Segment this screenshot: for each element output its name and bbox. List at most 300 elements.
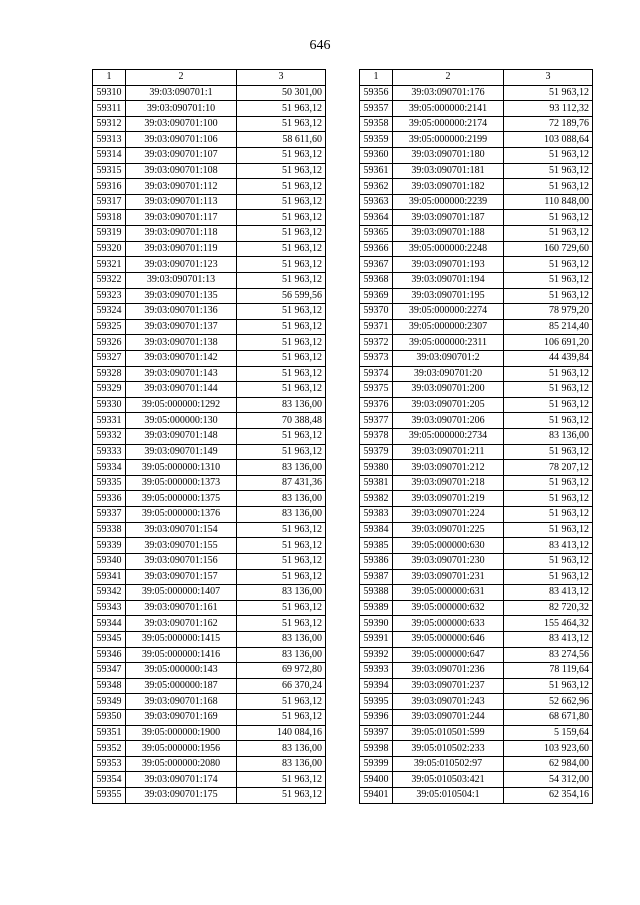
row-number-cell: 59362 xyxy=(360,179,393,195)
table-row xyxy=(360,772,593,788)
value-cell: 51 963,12 xyxy=(237,600,326,616)
value-cell: 51 963,12 xyxy=(237,444,326,460)
table-row xyxy=(360,101,593,117)
row-number-cell: 59310 xyxy=(93,85,126,101)
cadastral-number-cell: 39:05:010504:1 xyxy=(393,788,504,804)
row-number-cell: 59343 xyxy=(93,600,126,616)
cadastral-number-cell: 39:03:090701:218 xyxy=(393,475,504,491)
cadastral-number-cell: 39:05:000000:632 xyxy=(393,600,504,616)
cadastral-number-cell: 39:05:010503:421 xyxy=(393,772,504,788)
row-number-cell: 59394 xyxy=(360,678,393,694)
row-number-cell: 59336 xyxy=(93,491,126,507)
value-cell: 51 963,12 xyxy=(237,709,326,725)
cadastral-number-cell: 39:05:010501:599 xyxy=(393,725,504,741)
cadastral-number-cell: 39:03:090701:205 xyxy=(393,397,504,413)
row-number-cell: 59380 xyxy=(360,460,393,476)
row-number-cell: 59373 xyxy=(360,350,393,366)
table-row xyxy=(360,350,593,366)
value-cell: 51 963,12 xyxy=(504,491,593,507)
row-number-cell: 59315 xyxy=(93,163,126,179)
row-number-cell: 59346 xyxy=(93,647,126,663)
page-number: 646 xyxy=(309,38,331,53)
value-cell: 51 963,12 xyxy=(237,226,326,242)
column-header-2: 2 xyxy=(393,70,504,86)
cadastral-number-cell: 39:05:000000:1375 xyxy=(126,491,237,507)
cadastral-number-cell: 39:05:000000:2141 xyxy=(393,101,504,117)
value-cell: 69 972,80 xyxy=(237,663,326,679)
cadastral-number-cell: 39:03:090701:168 xyxy=(126,694,237,710)
value-cell: 110 848,00 xyxy=(504,194,593,210)
value-cell: 51 963,12 xyxy=(504,678,593,694)
cadastral-number-cell: 39:03:090701:108 xyxy=(126,163,237,179)
table-row xyxy=(93,132,326,148)
column-header-2: 2 xyxy=(126,70,237,86)
row-number-cell: 59368 xyxy=(360,272,393,288)
table-row xyxy=(93,366,326,382)
value-cell: 103 088,64 xyxy=(504,132,593,148)
row-number-cell: 59350 xyxy=(93,709,126,725)
cadastral-number-cell: 39:03:090701:174 xyxy=(126,772,237,788)
table-row xyxy=(360,522,593,538)
table-row xyxy=(360,507,593,523)
cadastral-number-cell: 39:03:090701:155 xyxy=(126,538,237,554)
value-cell: 83 136,00 xyxy=(237,507,326,523)
table-row xyxy=(93,101,326,117)
table-row xyxy=(360,725,593,741)
value-cell: 51 963,12 xyxy=(237,772,326,788)
table-header-row xyxy=(93,70,326,86)
value-cell: 83 413,12 xyxy=(504,631,593,647)
row-number-cell: 59325 xyxy=(93,319,126,335)
row-number-cell: 59375 xyxy=(360,382,393,398)
value-cell: 93 112,32 xyxy=(504,101,593,117)
table-row xyxy=(360,304,593,320)
row-number-cell: 59381 xyxy=(360,475,393,491)
row-number-cell: 59337 xyxy=(93,507,126,523)
table-row xyxy=(360,631,593,647)
value-cell: 51 963,12 xyxy=(504,85,593,101)
value-cell: 83 136,00 xyxy=(237,741,326,757)
row-number-cell: 59392 xyxy=(360,647,393,663)
cadastral-number-cell: 39:05:000000:1956 xyxy=(126,741,237,757)
cadastral-number-cell: 39:03:090701:113 xyxy=(126,194,237,210)
table-row xyxy=(93,585,326,601)
cadastral-number-cell: 39:03:090701:137 xyxy=(126,319,237,335)
table-row xyxy=(93,272,326,288)
row-number-cell: 59401 xyxy=(360,788,393,804)
table-row xyxy=(360,444,593,460)
row-number-cell: 59329 xyxy=(93,382,126,398)
cadastral-number-cell: 39:03:090701:157 xyxy=(126,569,237,585)
cadastral-number-cell: 39:05:000000:646 xyxy=(393,631,504,647)
table-row xyxy=(360,694,593,710)
cadastral-number-cell: 39:05:000000:2274 xyxy=(393,304,504,320)
value-cell: 51 963,12 xyxy=(504,288,593,304)
table-row xyxy=(360,553,593,569)
cadastral-number-cell: 39:03:090701:193 xyxy=(393,257,504,273)
table-row xyxy=(93,241,326,257)
row-number-cell: 59322 xyxy=(93,272,126,288)
cadastral-number-cell: 39:03:090701:243 xyxy=(393,694,504,710)
value-cell: 51 963,12 xyxy=(237,101,326,117)
value-cell: 51 963,12 xyxy=(237,163,326,179)
table-row xyxy=(93,319,326,335)
table-row xyxy=(360,163,593,179)
row-number-cell: 59378 xyxy=(360,429,393,445)
row-number-cell: 59377 xyxy=(360,413,393,429)
cadastral-number-cell: 39:03:090701:154 xyxy=(126,522,237,538)
value-cell: 51 963,12 xyxy=(504,569,593,585)
row-number-cell: 59396 xyxy=(360,709,393,725)
value-cell: 51 963,12 xyxy=(237,335,326,351)
cadastral-number-cell: 39:05:000000:187 xyxy=(126,678,237,694)
row-number-cell: 59376 xyxy=(360,397,393,413)
value-cell: 51 963,12 xyxy=(504,366,593,382)
value-cell: 51 963,12 xyxy=(504,475,593,491)
value-cell: 51 963,12 xyxy=(237,553,326,569)
cadastral-number-cell: 39:03:090701:100 xyxy=(126,116,237,132)
table-row xyxy=(93,616,326,632)
value-cell: 51 963,12 xyxy=(504,522,593,538)
cadastral-number-cell: 39:05:010502:97 xyxy=(393,756,504,772)
row-number-cell: 59320 xyxy=(93,241,126,257)
value-cell: 83 136,00 xyxy=(504,429,593,445)
table-row xyxy=(93,444,326,460)
table-row xyxy=(360,663,593,679)
table-row xyxy=(93,257,326,273)
row-number-cell: 59342 xyxy=(93,585,126,601)
value-cell: 51 963,12 xyxy=(237,257,326,273)
cadastral-number-cell: 39:05:000000:2080 xyxy=(126,756,237,772)
cadastral-number-cell: 39:03:090701:181 xyxy=(393,163,504,179)
value-cell: 83 413,12 xyxy=(504,538,593,554)
row-number-cell: 59334 xyxy=(93,460,126,476)
value-cell: 51 963,12 xyxy=(237,350,326,366)
value-cell: 54 312,00 xyxy=(504,772,593,788)
value-cell: 66 370,24 xyxy=(237,678,326,694)
table-row xyxy=(93,741,326,757)
value-cell: 82 720,32 xyxy=(504,600,593,616)
cadastral-number-cell: 39:05:000000:2174 xyxy=(393,116,504,132)
table-row xyxy=(93,460,326,476)
cadastral-number-cell: 39:05:000000:1376 xyxy=(126,507,237,523)
cadastral-number-cell: 39:05:000000:1416 xyxy=(126,647,237,663)
table-row xyxy=(360,585,593,601)
row-number-cell: 59369 xyxy=(360,288,393,304)
row-number-cell: 59354 xyxy=(93,772,126,788)
cadastral-number-cell: 39:03:090701:236 xyxy=(393,663,504,679)
row-number-cell: 59361 xyxy=(360,163,393,179)
cadastral-number-cell: 39:05:000000:2199 xyxy=(393,132,504,148)
value-cell: 68 671,80 xyxy=(504,709,593,725)
table-row xyxy=(360,382,593,398)
cadastral-number-cell: 39:03:090701:142 xyxy=(126,350,237,366)
value-cell: 52 662,96 xyxy=(504,694,593,710)
value-cell: 103 923,60 xyxy=(504,741,593,757)
cadastral-number-cell: 39:03:090701:13 xyxy=(126,272,237,288)
value-cell: 51 963,12 xyxy=(237,616,326,632)
value-cell: 51 963,12 xyxy=(504,163,593,179)
table-row xyxy=(93,226,326,242)
cadastral-number-cell: 39:03:090701:144 xyxy=(126,382,237,398)
row-number-cell: 59398 xyxy=(360,741,393,757)
cadastral-number-cell: 39:05:000000:1900 xyxy=(126,725,237,741)
right-table-body xyxy=(360,85,593,803)
cadastral-number-cell: 39:03:090701:2 xyxy=(393,350,504,366)
table-row xyxy=(93,507,326,523)
table-row xyxy=(360,741,593,757)
table-row xyxy=(360,460,593,476)
cadastral-number-cell: 39:03:090701:237 xyxy=(393,678,504,694)
cadastral-number-cell: 39:05:000000:1407 xyxy=(126,585,237,601)
value-cell: 106 691,20 xyxy=(504,335,593,351)
value-cell: 62 984,00 xyxy=(504,756,593,772)
value-cell: 140 084,16 xyxy=(237,725,326,741)
value-cell: 51 963,12 xyxy=(504,210,593,226)
row-number-cell: 59371 xyxy=(360,319,393,335)
value-cell: 51 963,12 xyxy=(237,538,326,554)
row-number-cell: 59391 xyxy=(360,631,393,647)
table-row xyxy=(93,538,326,554)
value-cell: 51 963,12 xyxy=(237,694,326,710)
table-row xyxy=(360,616,593,632)
row-number-cell: 59390 xyxy=(360,616,393,632)
row-number-cell: 59364 xyxy=(360,210,393,226)
cadastral-number-cell: 39:03:090701:123 xyxy=(126,257,237,273)
value-cell: 51 963,12 xyxy=(504,148,593,164)
row-number-cell: 59352 xyxy=(93,741,126,757)
table-row xyxy=(93,475,326,491)
table-row xyxy=(360,569,593,585)
cadastral-number-cell: 39:03:090701:225 xyxy=(393,522,504,538)
value-cell: 51 963,12 xyxy=(237,319,326,335)
row-number-cell: 59399 xyxy=(360,756,393,772)
cadastral-number-cell: 39:05:010502:233 xyxy=(393,741,504,757)
row-number-cell: 59395 xyxy=(360,694,393,710)
table-row xyxy=(93,709,326,725)
table-row xyxy=(360,241,593,257)
cadastral-number-cell: 39:03:090701:180 xyxy=(393,148,504,164)
value-cell: 51 963,12 xyxy=(237,194,326,210)
table-row xyxy=(93,148,326,164)
value-cell: 78 207,12 xyxy=(504,460,593,476)
cadastral-number-cell: 39:05:000000:1292 xyxy=(126,397,237,413)
table-row xyxy=(360,226,593,242)
row-number-cell: 59317 xyxy=(93,194,126,210)
table-row xyxy=(93,116,326,132)
cadastral-number-cell: 39:05:000000:1373 xyxy=(126,475,237,491)
cadastral-number-cell: 39:03:090701:194 xyxy=(393,272,504,288)
table-row xyxy=(360,709,593,725)
row-number-cell: 59326 xyxy=(93,335,126,351)
table-row xyxy=(360,179,593,195)
table-row xyxy=(93,350,326,366)
cadastral-number-cell: 39:05:000000:143 xyxy=(126,663,237,679)
row-number-cell: 59389 xyxy=(360,600,393,616)
cadastral-number-cell: 39:05:000000:2307 xyxy=(393,319,504,335)
row-number-cell: 59387 xyxy=(360,569,393,585)
table-row xyxy=(93,772,326,788)
row-number-cell: 59360 xyxy=(360,148,393,164)
table-header-row xyxy=(360,70,593,86)
value-cell: 62 354,16 xyxy=(504,788,593,804)
row-number-cell: 59316 xyxy=(93,179,126,195)
row-number-cell: 59319 xyxy=(93,226,126,242)
table-row xyxy=(93,163,326,179)
cadastral-number-cell: 39:05:000000:630 xyxy=(393,538,504,554)
table-row xyxy=(360,413,593,429)
table-row xyxy=(93,663,326,679)
value-cell: 51 963,12 xyxy=(237,148,326,164)
value-cell: 51 963,12 xyxy=(504,397,593,413)
value-cell: 51 963,12 xyxy=(237,272,326,288)
table-row xyxy=(93,429,326,445)
table-row xyxy=(93,553,326,569)
value-cell: 83 136,00 xyxy=(237,756,326,772)
table-row xyxy=(360,148,593,164)
value-cell: 87 431,36 xyxy=(237,475,326,491)
table-row xyxy=(93,756,326,772)
value-cell: 51 963,12 xyxy=(504,179,593,195)
table-row xyxy=(93,647,326,663)
value-cell: 51 963,12 xyxy=(237,382,326,398)
cadastral-number-cell: 39:05:000000:631 xyxy=(393,585,504,601)
value-cell: 51 963,12 xyxy=(504,272,593,288)
row-number-cell: 59374 xyxy=(360,366,393,382)
cadastral-number-cell: 39:03:090701:195 xyxy=(393,288,504,304)
row-number-cell: 59323 xyxy=(93,288,126,304)
table-row xyxy=(360,116,593,132)
value-cell: 160 729,60 xyxy=(504,241,593,257)
cadastral-number-cell: 39:03:090701:175 xyxy=(126,788,237,804)
table-row xyxy=(360,397,593,413)
row-number-cell: 59311 xyxy=(93,101,126,117)
row-number-cell: 59327 xyxy=(93,350,126,366)
table-row xyxy=(360,538,593,554)
value-cell: 83 136,00 xyxy=(237,647,326,663)
row-number-cell: 59386 xyxy=(360,553,393,569)
cadastral-number-cell: 39:03:090701:135 xyxy=(126,288,237,304)
table-row xyxy=(360,288,593,304)
row-number-cell: 59328 xyxy=(93,366,126,382)
table-row xyxy=(360,366,593,382)
row-number-cell: 59333 xyxy=(93,444,126,460)
table-row xyxy=(360,647,593,663)
value-cell: 51 963,12 xyxy=(504,553,593,569)
cadastral-number-cell: 39:03:090701:231 xyxy=(393,569,504,585)
row-number-cell: 59335 xyxy=(93,475,126,491)
row-number-cell: 59324 xyxy=(93,304,126,320)
cadastral-number-cell: 39:05:000000:2248 xyxy=(393,241,504,257)
cadastral-number-cell: 39:03:090701:182 xyxy=(393,179,504,195)
row-number-cell: 59348 xyxy=(93,678,126,694)
row-number-cell: 59367 xyxy=(360,257,393,273)
cadastral-number-cell: 39:03:090701:219 xyxy=(393,491,504,507)
row-number-cell: 59355 xyxy=(93,788,126,804)
row-number-cell: 59384 xyxy=(360,522,393,538)
table-row xyxy=(93,210,326,226)
cadastral-number-cell: 39:03:090701:106 xyxy=(126,132,237,148)
value-cell: 50 301,00 xyxy=(237,85,326,101)
value-cell: 83 274,56 xyxy=(504,647,593,663)
row-number-cell: 59357 xyxy=(360,101,393,117)
value-cell: 78 119,64 xyxy=(504,663,593,679)
cadastral-number-cell: 39:03:090701:161 xyxy=(126,600,237,616)
row-number-cell: 59332 xyxy=(93,429,126,445)
row-number-cell: 59393 xyxy=(360,663,393,679)
value-cell: 51 963,12 xyxy=(237,429,326,445)
cadastral-number-cell: 39:05:000000:1415 xyxy=(126,631,237,647)
table-row xyxy=(93,179,326,195)
cadastral-number-cell: 39:05:000000:1310 xyxy=(126,460,237,476)
cadastral-number-cell: 39:05:000000:130 xyxy=(126,413,237,429)
row-number-cell: 59321 xyxy=(93,257,126,273)
cadastral-number-cell: 39:03:090701:107 xyxy=(126,148,237,164)
row-number-cell: 59359 xyxy=(360,132,393,148)
row-number-cell: 59314 xyxy=(93,148,126,164)
table-row xyxy=(360,210,593,226)
cadastral-number-cell: 39:03:090701:211 xyxy=(393,444,504,460)
row-number-cell: 59349 xyxy=(93,694,126,710)
value-cell: 51 963,12 xyxy=(237,241,326,257)
value-cell: 51 963,12 xyxy=(237,116,326,132)
value-cell: 51 963,12 xyxy=(237,569,326,585)
value-cell: 51 963,12 xyxy=(504,413,593,429)
value-cell: 155 464,32 xyxy=(504,616,593,632)
row-number-cell: 59382 xyxy=(360,491,393,507)
value-cell: 51 963,12 xyxy=(237,210,326,226)
cadastral-number-cell: 39:03:090701:156 xyxy=(126,553,237,569)
cadastral-number-cell: 39:03:090701:148 xyxy=(126,429,237,445)
row-number-cell: 59372 xyxy=(360,335,393,351)
cadastral-number-cell: 39:05:000000:633 xyxy=(393,616,504,632)
right-table xyxy=(359,69,593,804)
row-number-cell: 59397 xyxy=(360,725,393,741)
row-number-cell: 59370 xyxy=(360,304,393,320)
table-row xyxy=(93,382,326,398)
row-number-cell: 59338 xyxy=(93,522,126,538)
table-row xyxy=(360,756,593,772)
cadastral-number-cell: 39:03:090701:136 xyxy=(126,304,237,320)
table-row xyxy=(93,288,326,304)
table-row xyxy=(93,631,326,647)
left-table xyxy=(92,69,326,804)
row-number-cell: 59344 xyxy=(93,616,126,632)
row-number-cell: 59318 xyxy=(93,210,126,226)
cadastral-number-cell: 39:05:000000:647 xyxy=(393,647,504,663)
cadastral-number-cell: 39:03:090701:188 xyxy=(393,226,504,242)
column-header-1: 1 xyxy=(360,70,393,86)
table-row xyxy=(93,85,326,101)
cadastral-number-cell: 39:03:090701:117 xyxy=(126,210,237,226)
table-row xyxy=(360,85,593,101)
cadastral-number-cell: 39:03:090701:224 xyxy=(393,507,504,523)
table-row xyxy=(360,678,593,694)
value-cell: 83 136,00 xyxy=(237,631,326,647)
row-number-cell: 59351 xyxy=(93,725,126,741)
table-row xyxy=(93,304,326,320)
cadastral-number-cell: 39:03:090701:176 xyxy=(393,85,504,101)
cadastral-number-cell: 39:03:090701:169 xyxy=(126,709,237,725)
table-row xyxy=(93,569,326,585)
value-cell: 56 599,56 xyxy=(237,288,326,304)
row-number-cell: 59363 xyxy=(360,194,393,210)
table-row xyxy=(360,257,593,273)
cadastral-number-cell: 39:03:090701:200 xyxy=(393,382,504,398)
table-row xyxy=(93,194,326,210)
row-number-cell: 59330 xyxy=(93,397,126,413)
column-header-3: 3 xyxy=(237,70,326,86)
